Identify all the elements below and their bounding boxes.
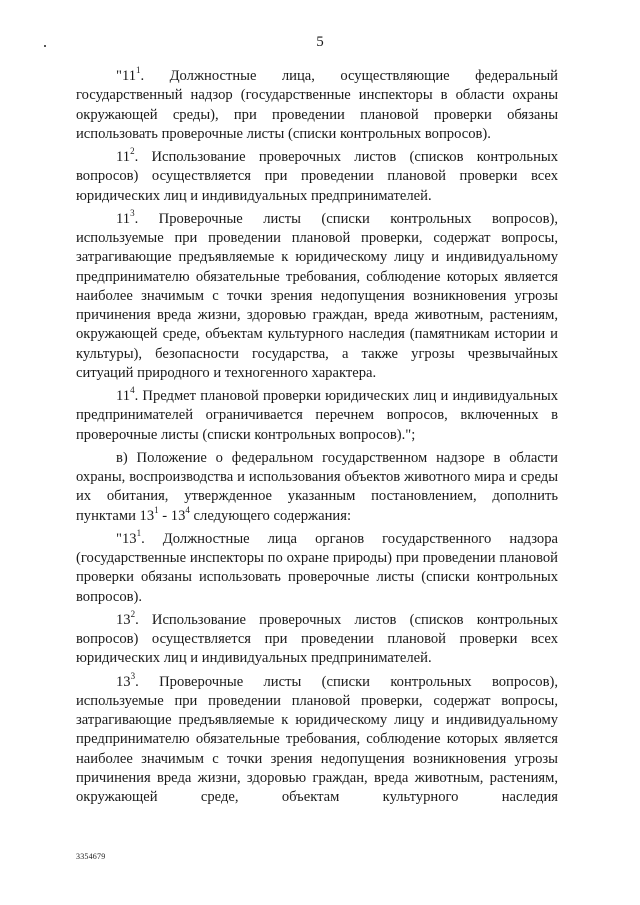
document-id: 3354679 [76,852,106,861]
paragraph-13-3: $13^3$. Проверочные листы (списки контрольных вопросов), используемые при проведении плановой проверки, содержат вопросы, затрагивающие предъявляемые к юридическому лицу и индивидуальному предпринимателю обязательные требования, соблюдение которых является наиболее значимым с точки зрения недопущения возникновения угрозы причинения вреда жизни, здоровью граждан, вреда животным, растениям, окружающей среде, объектам культурного наследия [76,670,558,805]
paragraph-11-4: $11^4$. Предмет плановой проверки юридических лиц и индивидуальных предпринимателей ограничивается перечнем вопросов, включенных в проверочные листы (списки контрольных вопросов)."; [76,385,558,443]
paragraph-11-3: $11^3$. Проверочные листы (списки контрольных вопросов), используемые при проведении плановой проверки, содержат вопросы, затрагивающие предъявляемые к юридическому лицу и индивидуальному предпринимателю обязательные требования, соблюдение которых является наиболее значимым с точки зрения недопущения возникновения угрозы причинения вреда жизни, здоровью граждан, вреда животным, растениям, окружающей среде, объектам культурного наследия (памятникам истории и культуры), безопасности государства, а также угрозы чрезвычайных ситуаций природного и техногенного характера. [76,207,558,381]
paragraph-v: в) Положение о федеральном государственном надзоре в области охраны, воспроизводства и использования объектов животного мира и среды их обитания, утвержденное указанным постановлением, дополнить пунктами $13^1 - 13^4$ следующего содержания: [76,449,558,524]
paragraph-11-2: $11^2$. Использование проверочных листов (списков контрольных вопросов) осуществляется при проведении плановой проверки всех юридических лиц и индивидуальных предпринимателей. [76,146,558,204]
page-number: 5 [316,34,324,50]
paragraph-13-2: $13^2$. Использование проверочных листов (списков контрольных вопросов) осуществляется при проведении плановой проверки всех юридических лиц и индивидуальных предпринимателей. [76,608,558,667]
paragraph-13-1: "$13^1$. Должностные лица органов государственного надзора (государственные инспекторы по охране природы) при проведении плановой проверки обязаны использовать проверочные листы (списки контрольных вопросов). [76,527,558,605]
paragraph-11-1: "$11^1$. Должностные лица, осуществляющие федеральный государственный надзор (государственные инспекторы в области охраны окружающей среды), при проведении плановой проверки обязаны использовать проверочные листы (списки контрольных вопросов). [76,65,558,142]
document-body [76,67,558,807]
